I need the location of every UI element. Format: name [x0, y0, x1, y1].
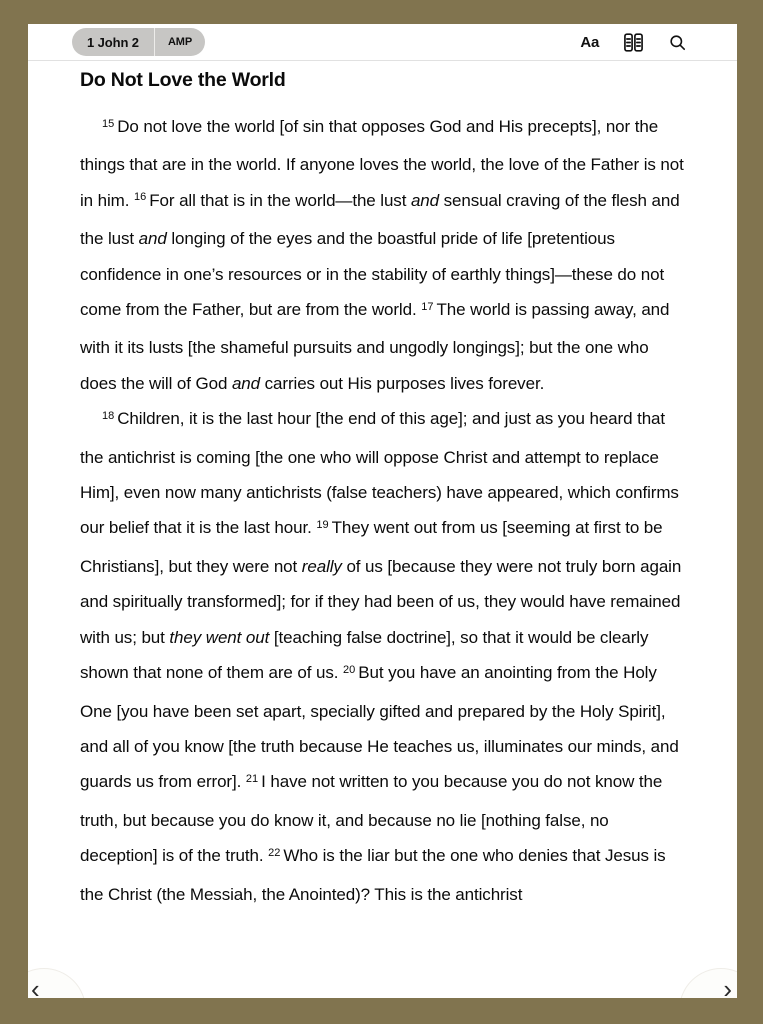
- reference-version-pill: [72, 28, 205, 56]
- verse-paragraph[interactable]: $^{18}$ Children, it is the last hour [the end of this age]; and just as you heard that the antichrist is coming [the one who will oppose Christ and attempt to replace Him], even now many antichrists (false teachers) have appeared, which confirms our belief that it is the last hour. $^{19}$ They went out from us [seeming at first to be Christians], but they were not really of us [because they were not truly born again and spiritually transformed]; for if they had been of us, they would have remained with us; but they went out [teaching false doctrine], so that it would be clearly shown that none of them are of us. $^{20}$ But you have an anointing from the Holy One [you have been set apart, specially gifted and prepared by the Holy Spirit], and all of you know [the truth because He teaches us, illuminates our minds, and guards us from error]. $^{21}$ I have not written to you because you do not know the truth, but because you do know it, and because no lie [nothing false, no deception] is of the truth. $^{22}$ Who is the liar but the one who denies that Jesus is the Christ (the Messiah, the Anointed)? This is the antichrist: [80, 409, 682, 904]
- top-bar-actions: [580, 24, 687, 60]
- search-icon: [668, 33, 687, 52]
- verses-block: [80, 109, 685, 912]
- parallel-reading-icon: [623, 32, 644, 53]
- parallel-reading-button[interactable]: [623, 32, 644, 53]
- book-chapter-button[interactable]: 1 John 2: [72, 28, 154, 56]
- verse-number: 16: [134, 191, 147, 204]
- next-chapter-chevron-icon[interactable]: ›: [723, 974, 732, 998]
- scripture-content: [28, 61, 737, 912]
- search-button[interactable]: [668, 33, 687, 52]
- verse-number: 22: [268, 846, 281, 859]
- verse-number: 21: [245, 772, 259, 785]
- verse-number: 15: [102, 117, 115, 130]
- verse-paragraph[interactable]: $^{15}$ Do not love the world [of sin that opposes God and His precepts], nor the things that are in the world. If anyone loves the world, the love of the Father is not in him. $^{16}$ For all that is in the world—the lust and sensual craving of the flesh and the lust and longing of the eyes and the boastful pride of life [pretentious confidence in one’s resources or in the stability of earthly things]—these do not come from the Father, but are from the world. $^{17}$ The world is passing away, and with it its lusts [the shameful pursuits and ungodly longings]; but the one who does the will of God and carries out His purposes lives forever.: [80, 117, 684, 393]
- reader-page: [28, 24, 737, 998]
- verse-number: 17: [421, 300, 434, 313]
- reader-top-bar: [28, 24, 737, 61]
- previous-chapter-chevron-icon[interactable]: ‹: [31, 974, 40, 998]
- verse-number: 19: [316, 518, 329, 531]
- verse-number: 20: [343, 663, 356, 676]
- version-button[interactable]: AMP: [154, 28, 205, 56]
- verse-number: 18: [102, 409, 115, 422]
- section-heading: Do Not Love the World: [80, 69, 286, 91]
- font-settings-button[interactable]: Aa: [580, 33, 599, 51]
